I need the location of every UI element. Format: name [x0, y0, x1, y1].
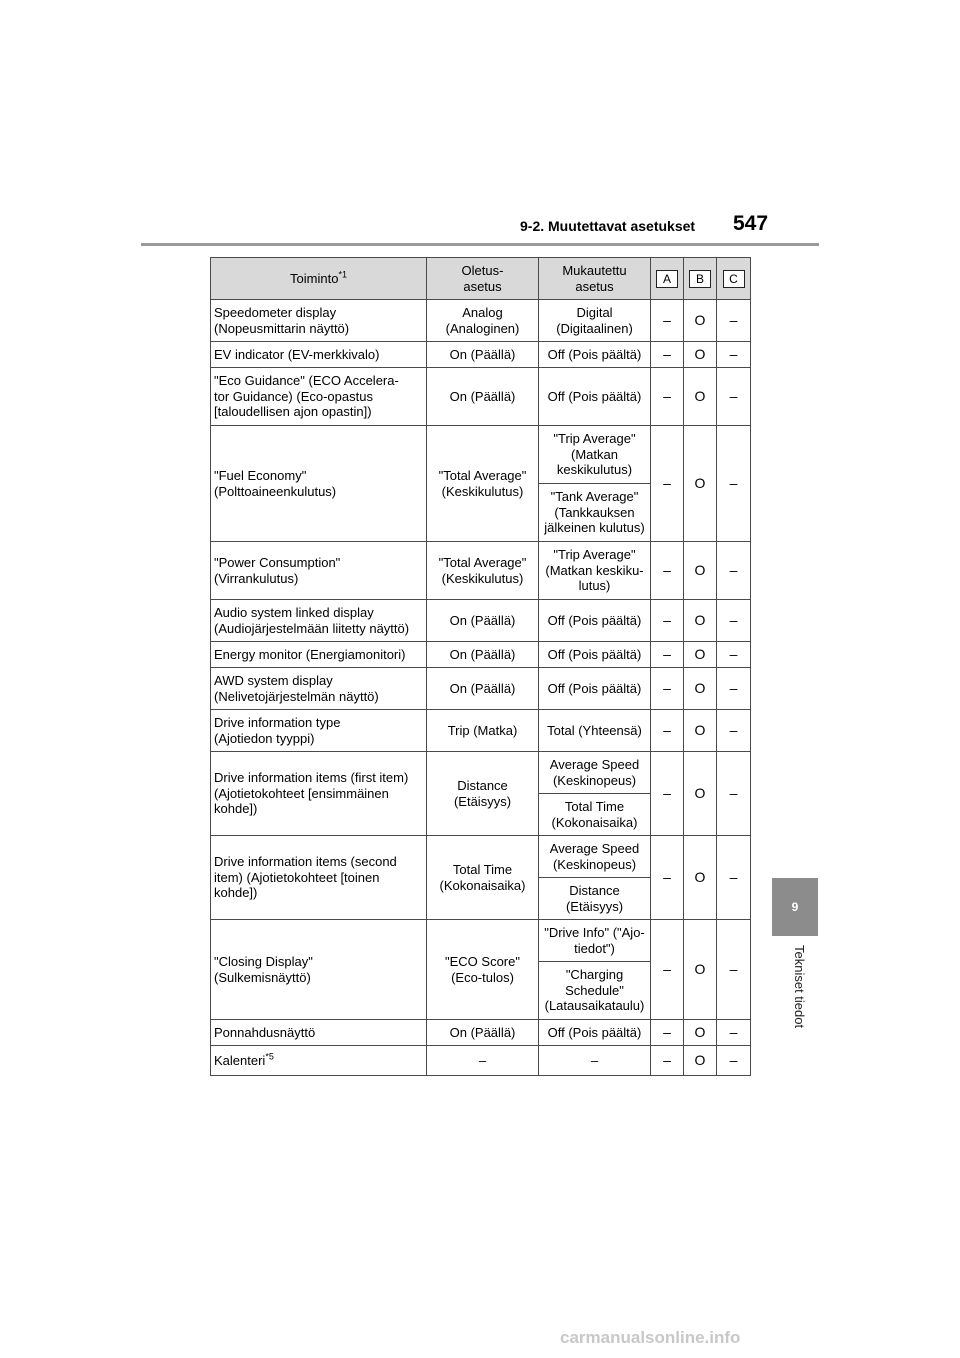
- chapter-tab[interactable]: 9: [772, 878, 818, 936]
- cell-custom: Off (Pois päältä): [539, 342, 651, 368]
- table-row: [211, 836, 751, 878]
- cell-col-c: –: [717, 752, 751, 836]
- cell-col-b: O: [684, 300, 717, 342]
- cell-col-b: O: [684, 542, 717, 600]
- table-row: [211, 642, 751, 668]
- cell-function: Drive information items (second item) (Ajotietokohteet [toinen kohde]): [211, 836, 427, 920]
- cell-col-b: O: [684, 920, 717, 1020]
- cell-default: Analog (Analoginen): [427, 300, 539, 342]
- cell-col-b: O: [684, 642, 717, 668]
- cell-default: On (Päällä): [427, 600, 539, 642]
- cell-col-c: –: [717, 542, 751, 600]
- cell-col-c: –: [717, 300, 751, 342]
- cell-col-c: –: [717, 920, 751, 1020]
- cell-function: Kalenteri$^{*5}$: [211, 1046, 427, 1076]
- footnote-marker: *5: [265, 1051, 274, 1062]
- header-col-a: A: [651, 258, 684, 300]
- cell-col-c: –: [717, 368, 751, 426]
- cell-col-c: –: [717, 600, 751, 642]
- cell-col-b: O: [684, 1046, 717, 1076]
- cell-default: "Total Average" (Keskikulutus): [427, 542, 539, 600]
- table-row: [211, 426, 751, 484]
- cell-function: "Power Consumption" (Virrankulutus): [211, 542, 427, 600]
- table-row: [211, 920, 751, 962]
- cell-default: On (Päällä): [427, 368, 539, 426]
- table-row: [211, 542, 751, 600]
- table-row: [211, 368, 751, 426]
- cell-col-a: –: [651, 710, 684, 752]
- header-col-b: B: [684, 258, 717, 300]
- section-title: 9-2. Muutettavat asetukset: [520, 218, 696, 234]
- cell-function: "Eco Guidance" (ECO Accelera- tor Guidance) (Eco-opastus [taloudellisen ajon opastin]): [211, 368, 427, 426]
- cell-default: "Total Average" (Keskikulutus): [427, 426, 539, 542]
- cell-col-b: O: [684, 752, 717, 836]
- cell-custom: Off (Pois päältä): [539, 600, 651, 642]
- settings-table: [210, 257, 751, 1076]
- cell-default: On (Päällä): [427, 342, 539, 368]
- cell-custom: Distance (Etäisyys): [539, 878, 651, 920]
- header-custom: Mukautettu asetus: [539, 258, 651, 300]
- cell-default: Trip (Matka): [427, 710, 539, 752]
- cell-col-b: O: [684, 426, 717, 542]
- header-function: Toiminto$^{*1}$: [211, 258, 427, 300]
- cell-custom: –: [539, 1046, 651, 1076]
- cell-function: Speedometer display (Nopeusmittarin näyttö): [211, 300, 427, 342]
- cell-default: Total Time (Kokonaisaika): [427, 836, 539, 920]
- table-row: [211, 600, 751, 642]
- cell-col-c: –: [717, 710, 751, 752]
- cell-col-a: –: [651, 426, 684, 542]
- cell-col-a: –: [651, 1046, 684, 1076]
- cell-col-c: –: [717, 836, 751, 920]
- cell-col-b: O: [684, 836, 717, 920]
- cell-default: On (Päällä): [427, 668, 539, 710]
- cell-col-a: –: [651, 1020, 684, 1046]
- cell-default: Distance (Etäisyys): [427, 752, 539, 836]
- cell-col-c: –: [717, 642, 751, 668]
- header-divider: [141, 243, 819, 246]
- cell-col-b: O: [684, 368, 717, 426]
- cell-custom: Total (Yhteensä): [539, 710, 651, 752]
- cell-custom: "Charging Schedule" (Latausaikataulu): [539, 962, 651, 1020]
- cell-col-a: –: [651, 920, 684, 1020]
- cell-col-b: O: [684, 342, 717, 368]
- cell-function: Audio system linked display (Audiojärjestelmään liitetty näyttö): [211, 600, 427, 642]
- cell-function: "Fuel Economy" (Polttoaineenkulutus): [211, 426, 427, 542]
- cell-col-c: –: [717, 1020, 751, 1046]
- page-number: 547: [733, 212, 769, 235]
- table-body: [211, 300, 751, 1076]
- cell-custom: Average Speed (Keskinopeus): [539, 752, 651, 794]
- cell-custom: Off (Pois päältä): [539, 668, 651, 710]
- cell-custom: "Trip Average" (Matkan keskikulutus): [539, 426, 651, 484]
- cell-col-b: O: [684, 668, 717, 710]
- cell-function: Ponnahdusnäyttö: [211, 1020, 427, 1046]
- cell-function: AWD system display (Nelivetojärjestelmän näyttö): [211, 668, 427, 710]
- cell-custom: Digital (Digitaalinen): [539, 300, 651, 342]
- cell-custom: Off (Pois päältä): [539, 368, 651, 426]
- table-row: [211, 1046, 751, 1076]
- cell-function: Drive information type (Ajotiedon tyyppi): [211, 710, 427, 752]
- cell-default: "ECO Score" (Eco-tulos): [427, 920, 539, 1020]
- watermark: carmanualsonline.info: [560, 1328, 741, 1347]
- table-header-row: [211, 258, 751, 300]
- cell-col-c: –: [717, 342, 751, 368]
- cell-default: –: [427, 1046, 539, 1076]
- cell-custom: "Trip Average" (Matkan keskiku- lutus): [539, 542, 651, 600]
- cell-col-a: –: [651, 368, 684, 426]
- cell-col-c: –: [717, 1046, 751, 1076]
- cell-col-a: –: [651, 642, 684, 668]
- table-row: [211, 1020, 751, 1046]
- cell-custom: "Drive Info" ("Ajo- tiedot"): [539, 920, 651, 962]
- table-row: [211, 668, 751, 710]
- cell-custom: Off (Pois päältä): [539, 1020, 651, 1046]
- cell-function: Energy monitor (Energiamonitori): [211, 642, 427, 668]
- table-row: [211, 752, 751, 794]
- cell-custom: "Tank Average" (Tankkauksen jälkeinen kulutus): [539, 484, 651, 542]
- cell-custom: Average Speed (Keskinopeus): [539, 836, 651, 878]
- cell-custom: Off (Pois päältä): [539, 642, 651, 668]
- cell-col-b: O: [684, 600, 717, 642]
- cell-col-b: O: [684, 710, 717, 752]
- header-default: Oletus- asetus: [427, 258, 539, 300]
- header-col-c: C: [717, 258, 751, 300]
- cell-col-a: –: [651, 600, 684, 642]
- cell-default: On (Päällä): [427, 1020, 539, 1046]
- chapter-tab-label: Tekniset tiedot: [792, 945, 807, 1029]
- table-row: [211, 342, 751, 368]
- cell-custom: Total Time (Kokonaisaika): [539, 794, 651, 836]
- cell-col-a: –: [651, 836, 684, 920]
- cell-function: "Closing Display" (Sulkemisnäyttö): [211, 920, 427, 1020]
- cell-col-c: –: [717, 668, 751, 710]
- cell-default: On (Päällä): [427, 642, 539, 668]
- cell-col-c: –: [717, 426, 751, 542]
- cell-col-a: –: [651, 342, 684, 368]
- cell-col-a: –: [651, 668, 684, 710]
- table-row: [211, 300, 751, 342]
- cell-col-a: –: [651, 300, 684, 342]
- cell-function: EV indicator (EV-merkkivalo): [211, 342, 427, 368]
- cell-col-b: O: [684, 1020, 717, 1046]
- table-row: [211, 710, 751, 752]
- cell-col-a: –: [651, 752, 684, 836]
- cell-function: Drive information items (first item) (Ajotietokohteet [ensimmäinen kohde]): [211, 752, 427, 836]
- cell-col-a: –: [651, 542, 684, 600]
